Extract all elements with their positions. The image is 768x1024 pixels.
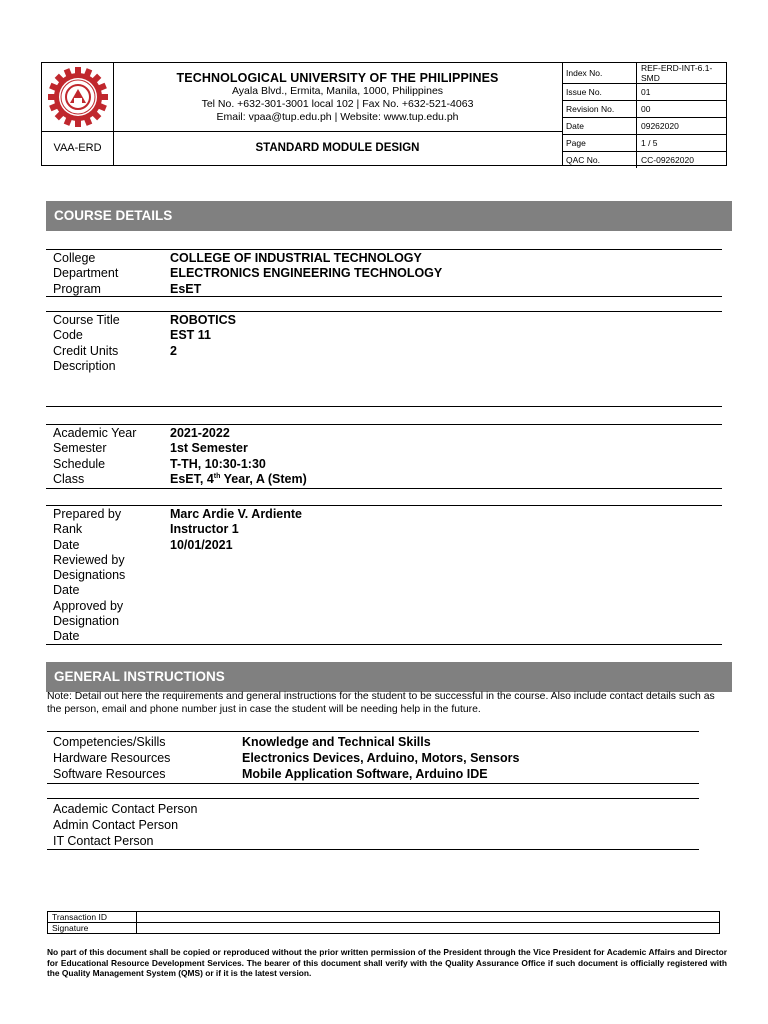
detail-row [53, 750, 699, 766]
instructions-note: Note: Detail out here the requirements and general instructions for the student to be successful in the course. Also include contact details such as the person, email and phone number just in case the student will be needing help in the future. [47, 691, 715, 715]
field-value: 10/01/2021 [170, 537, 233, 552]
field-label: Prepared by [53, 507, 122, 521]
field-label: Code [53, 328, 83, 343]
detail-row [53, 328, 722, 343]
meta-key: Issue No. [562, 84, 637, 101]
title-cell [113, 63, 563, 131]
detail-row [53, 599, 722, 614]
field-value: ELECTRONICS ENGINEERING TECHNOLOGY [170, 266, 443, 281]
transaction-row [48, 923, 720, 934]
detail-row [53, 507, 722, 522]
footer-disclaimer: No part of this document shall be copied or reproduced without the prior written permission of the President through the Vice President for Academic Affairs and Director for Educational Resource Development Services. The bearer of this document shall verify with the Quality Assurance Office if such document is officially registered with the Quality Management System (QMS) or if it is the latest version. [47, 947, 727, 978]
field-label: Admin Contact Person [53, 818, 179, 833]
document-title: STANDARD MODULE DESIGN [113, 131, 563, 166]
field-label: Description [53, 358, 116, 373]
field-label: Program [53, 281, 101, 296]
meta-row [562, 84, 726, 101]
field-value: EsET [170, 281, 202, 296]
detail-row [53, 817, 699, 833]
detail-row [53, 766, 699, 782]
detail-row [53, 359, 722, 374]
general-instructions-heading: GENERAL INSTRUCTIONS [46, 662, 732, 692]
field-label: Software Resources [53, 767, 166, 782]
field-label: Schedule [53, 456, 106, 471]
college-group [46, 249, 722, 297]
signatories-group [46, 505, 722, 645]
contacts-group [47, 798, 699, 850]
document-meta-table [562, 63, 726, 168]
detail-row [53, 251, 722, 266]
field-label: Date [53, 537, 80, 552]
detail-row [53, 266, 722, 281]
meta-row [562, 152, 726, 169]
field-label: Approved by [53, 598, 124, 613]
detail-row [53, 538, 722, 553]
field-label: Credit Units [53, 343, 119, 358]
detail-row [53, 344, 722, 359]
transaction-table [47, 911, 720, 934]
office-code: VAA-ERD [42, 131, 114, 166]
meta-value: 1 / 5 [637, 135, 727, 152]
resources-group [47, 731, 699, 784]
field-value: Knowledge and Technical Skills [242, 735, 431, 749]
schedule-group [46, 424, 722, 489]
class-row [53, 472, 722, 487]
detail-row [53, 426, 722, 441]
meta-value: 09262020 [637, 118, 727, 135]
course-group [46, 311, 722, 407]
field-value: Instructor 1 [170, 522, 239, 537]
field-value: 2 [170, 343, 177, 358]
logo-cell [42, 63, 114, 131]
field-label: Rank [53, 522, 83, 537]
detail-row [53, 441, 722, 456]
field-value: 2021-2022 [170, 426, 230, 440]
field-value: COLLEGE OF INDUSTRIAL TECHNOLOGY [170, 251, 422, 265]
transaction-row [48, 912, 720, 923]
meta-value: 00 [637, 101, 727, 118]
meta-row [562, 135, 726, 152]
field-label: Designations [53, 568, 126, 583]
university-seal-logo [46, 65, 110, 129]
class-value-rest: Year, A (Stem) [220, 471, 307, 486]
field-label: Class [53, 471, 85, 486]
field-label: Designation [53, 614, 120, 629]
university-address: Ayala Blvd., Ermita, Manila, 1000, Philippines [231, 85, 444, 97]
meta-key: Revision No. [562, 101, 637, 118]
meta-row [562, 101, 726, 118]
meta-key: Date [562, 118, 637, 135]
field-value: 1st Semester [170, 441, 248, 456]
detail-row [53, 522, 722, 537]
field-label: Academic Contact Person [53, 802, 198, 816]
detail-row [53, 282, 722, 297]
meta-row [562, 118, 726, 135]
field-value: Mobile Application Software, Arduino IDE [242, 767, 488, 782]
meta-value: CC-09262020 [641, 155, 694, 165]
field-label: College [53, 251, 96, 265]
field-label: Date [53, 583, 80, 598]
meta-key: Page [562, 135, 637, 152]
meta-value: REF-ERD-INT-6.1-SMD [637, 63, 727, 84]
field-label: Competencies/Skills [53, 735, 166, 749]
field-value: Marc Ardie V. Ardiente [170, 507, 302, 521]
detail-row [53, 734, 699, 750]
detail-row [53, 801, 699, 817]
university-name: TECHNOLOGICAL UNIVERSITY OF THE PHILIPPINES [176, 71, 499, 85]
field-label: Department [53, 266, 119, 281]
detail-row [53, 614, 722, 629]
meta-row [562, 63, 726, 84]
transaction-field[interactable] [137, 923, 720, 934]
transaction-field[interactable] [137, 912, 720, 923]
detail-row [53, 583, 722, 598]
meta-key: Index No. [562, 63, 637, 84]
university-phone: Tel No. +632-301-3001 local 102 | Fax No. +632-521-4063 [201, 98, 474, 110]
meta-value: 01 [637, 84, 727, 101]
transaction-label: Signature [48, 923, 137, 934]
detail-row [53, 313, 722, 328]
field-label: Date [53, 629, 80, 644]
field-label: Semester [53, 441, 107, 456]
field-label: Academic Year [53, 426, 137, 440]
transaction-label: Transaction ID [48, 912, 137, 923]
field-value: ROBOTICS [170, 313, 236, 327]
document-header [41, 62, 727, 166]
meta-key: QAC No. [562, 152, 637, 169]
detail-row [53, 833, 699, 849]
detail-row [53, 457, 722, 472]
field-label: Course Title [53, 313, 120, 327]
course-details-heading: COURSE DETAILS [46, 201, 732, 231]
detail-row [53, 553, 722, 568]
field-label: IT Contact Person [53, 834, 154, 849]
field-label: Reviewed by [53, 552, 125, 567]
university-contact: Email: vpaa@tup.edu.ph | Website: www.tup.edu.ph [216, 111, 459, 123]
detail-row [53, 629, 722, 644]
class-value [170, 472, 307, 487]
class-value-suffix: th [213, 472, 221, 480]
field-value: EST 11 [170, 328, 211, 343]
detail-row [53, 568, 722, 583]
class-value-main: EsET, 4 [170, 471, 214, 486]
field-value: Electronics Devices, Arduino, Motors, Sensors [242, 751, 520, 766]
field-value: T-TH, 10:30-1:30 [170, 456, 266, 471]
field-label: Hardware Resources [53, 751, 171, 766]
